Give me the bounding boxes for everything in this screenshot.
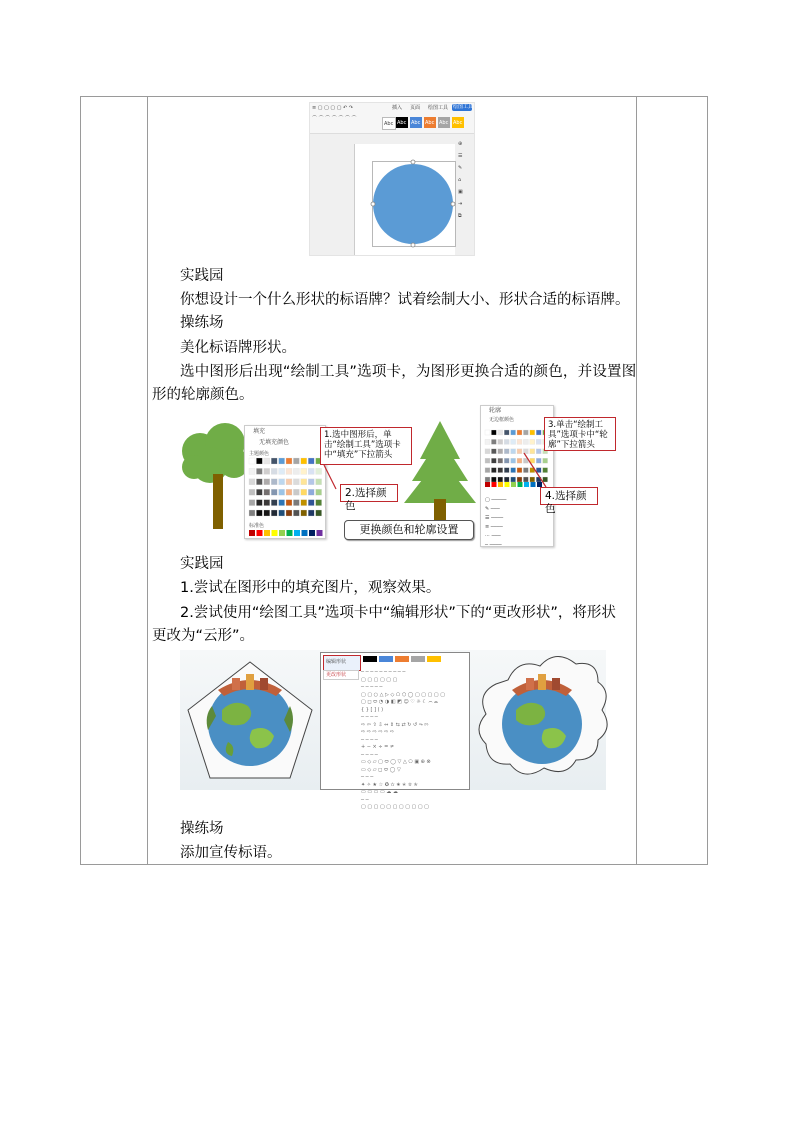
drill-task: 添加宣传标语。	[180, 845, 282, 861]
tab-page[interactable]: 页面	[410, 105, 421, 111]
column-divider-left	[147, 97, 148, 864]
color-swatch[interactable]	[249, 510, 255, 516]
color-swatch[interactable]	[485, 468, 490, 473]
round-tree-illustration	[180, 419, 252, 531]
heading-practice-1: 实践园	[180, 268, 224, 284]
heading-drill-1: 操练场	[180, 315, 224, 331]
color-swatch[interactable]	[511, 458, 516, 463]
color-swatch[interactable]	[316, 510, 322, 516]
color-swatch[interactable]	[504, 439, 509, 444]
column-divider-right	[636, 97, 637, 864]
practice-question: 你想设计一个什么形状的标语牌？试着绘制大小、形状合适的标语牌。	[180, 292, 630, 308]
cloud-earth	[478, 650, 606, 790]
color-swatch[interactable]	[517, 430, 522, 435]
style-strip	[363, 655, 467, 665]
color-swatch[interactable]	[279, 500, 285, 506]
color-swatch[interactable]	[249, 468, 255, 474]
color-swatch[interactable]	[286, 500, 292, 506]
practice-item-2-line-2: 更改为“云形”。	[152, 628, 255, 644]
color-swatch[interactable]	[286, 458, 292, 464]
change-shape-item[interactable]: 更改形状	[323, 670, 359, 680]
screenshot-change-shape	[180, 650, 606, 810]
shape-grid[interactable]: ─ ─ ─ ─ ─ ─ ─ ─ ─ ─ ▢ ▢ ▢ ▢ ▢ ▢ ─ ─ ─ ─ ─ ▢ ▢ ○ △ ▷ ◇ ⬠ ⬡ ◯ ▢ ▢ ▢ ▢ ▢ ▢ ◻ ⬭ ◔ ◑ ◧ ◩ ☺ ♡ ☼ ☾ ⌒ ⌓ { } [ ] ( ) ─ ─ ─ ─ ⇨ ⇦ ⇧ ⇩ ⇔ ⇕ ⇆ ⇄ ↻ ↺ ⤳ ⇰ ⇨ ⇨ ⇨ ⇨ ⇨ ⇨ ─ ─ ─ ─ + − × ÷ = ≠ ─ ─ ─ ─ ▭ ◇ ▱ ▢ ⬭ ◯ ▽ △ ⬠ ▣ ⊕ ⊗ ▭ ◇ ▱ ◻ ⬭ ◯ ▽ ─ ─ ─ ✦ ✧ ★ ☆ ✪ ✫ ✬ ✭ ✮ ✯ ▭ ▭ ▭ ▭ ☁ ☁ ─ ─ ▢ ▢ ▢ ▢ ▢ ▢ ▢ ▢ ▢ ▢ ▢	[361, 669, 445, 810]
screenshot-fill-outline	[180, 405, 614, 548]
color-swatch[interactable]	[308, 468, 314, 474]
heading-practice-2: 实践园	[180, 556, 224, 572]
outline-more-options[interactable]: ▢ ───── ✎ ─── ☰ ──── ≡ ──── ⋯ ─── ─ ────	[485, 497, 507, 548]
color-swatch[interactable]	[293, 510, 299, 516]
color-swatch[interactable]	[271, 510, 277, 516]
color-swatch[interactable]	[301, 500, 307, 506]
color-swatch[interactable]	[504, 468, 509, 473]
color-swatch[interactable]	[286, 479, 292, 485]
style-swatch-gray[interactable]: Abc	[438, 117, 450, 128]
style-swatch-white[interactable]: Abc	[382, 117, 396, 130]
color-swatch[interactable]	[523, 439, 528, 444]
color-swatch[interactable]	[491, 439, 496, 444]
color-swatch[interactable]	[279, 458, 285, 464]
color-swatch[interactable]	[279, 468, 285, 474]
color-swatch[interactable]	[271, 458, 277, 464]
color-swatch[interactable]	[491, 430, 496, 435]
color-swatch[interactable]	[293, 458, 299, 464]
heading-drill-2: 操练场	[180, 821, 224, 837]
color-swatch[interactable]	[308, 510, 314, 516]
practice-item-2-line-1: 2.尝试使用“绘图工具”选项卡中“编辑形状”下的“更改形状”，将形状	[180, 605, 616, 621]
color-swatch[interactable]	[271, 468, 277, 474]
color-swatch[interactable]	[491, 468, 496, 473]
theme-colors-label: 主题颜色	[249, 451, 270, 457]
callout-arrow-4	[520, 451, 550, 491]
color-swatch[interactable]	[249, 458, 255, 464]
color-swatch[interactable]	[279, 510, 285, 516]
color-swatch[interactable]	[286, 489, 292, 495]
color-swatch[interactable]	[293, 468, 299, 474]
color-swatch[interactable]	[485, 439, 490, 444]
fill-color-panel	[244, 425, 326, 539]
color-swatch[interactable]	[485, 430, 490, 435]
color-swatch[interactable]	[504, 430, 509, 435]
color-swatch[interactable]	[498, 449, 503, 454]
outline-menu-label[interactable]: 轮廓	[489, 407, 502, 414]
color-swatch[interactable]	[485, 458, 490, 463]
color-swatch[interactable]	[498, 458, 503, 463]
tab-insert[interactable]: 插入	[392, 105, 403, 111]
caption-box: 更换颜色和轮廓设置	[344, 520, 474, 540]
color-swatch[interactable]	[523, 430, 528, 435]
color-swatch[interactable]	[498, 468, 503, 473]
callout-step-1: 1.选中图形后，单击“绘制工具”选项卡中“填充”下拉箭头	[320, 427, 412, 465]
color-swatch[interactable]	[256, 458, 262, 464]
color-swatch[interactable]	[256, 489, 262, 495]
color-swatch[interactable]	[256, 468, 262, 474]
color-swatch[interactable]	[517, 439, 522, 444]
color-swatch[interactable]	[536, 439, 541, 444]
color-swatch[interactable]	[264, 468, 270, 474]
color-swatch[interactable]	[279, 489, 285, 495]
screenshot-drawing-tools	[309, 102, 475, 256]
shape-tools-icons: ⌒ ⌒ ⌒ ⌒ ⌒ ⌒ ⌒	[312, 116, 357, 122]
callout-step-3: 3.单击“绘制工具”选项卡中“轮廓”下拉箭头	[544, 417, 616, 451]
color-swatch[interactable]	[504, 458, 509, 463]
practice-item-1: 1.尝试在图形中的填充图片，观察效果。	[180, 580, 441, 596]
fill-menu-label[interactable]: 填充	[253, 428, 266, 435]
color-swatch[interactable]	[511, 430, 516, 435]
canvas-area	[310, 134, 474, 255]
color-swatch[interactable]	[293, 500, 299, 506]
standard-colors-label: 标准色	[249, 523, 265, 529]
style-swatch-blue[interactable]: Abc	[410, 117, 422, 128]
color-swatch[interactable]	[264, 510, 270, 516]
style-swatch-yellow[interactable]: Abc	[452, 117, 464, 128]
color-swatch[interactable]	[286, 510, 292, 516]
no-outline-option[interactable]: 无边框颜色	[489, 417, 515, 423]
ribbon-menu-icons: ≡ ▢ ▢ ▢ ▢ ↶ ↷	[312, 105, 354, 111]
color-swatch[interactable]	[256, 500, 262, 506]
color-swatch[interactable]	[491, 458, 496, 463]
callout-step-2: 2.选择颜色	[340, 484, 398, 502]
color-swatch[interactable]	[308, 489, 314, 495]
edit-shape-menu[interactable]: 编辑形状	[323, 655, 361, 671]
side-toolbar: ⊕ ☰ ✎ ⌂ ▣ ⇥ ⧉	[458, 141, 463, 219]
instruction-line-1: 选中图形后出现“绘制工具”选项卡，为图形更换合适的颜色，并设置图	[180, 364, 637, 380]
no-fill-option[interactable]: 无填充颜色	[259, 439, 290, 446]
blue-circle-shape[interactable]	[370, 159, 458, 249]
color-swatch[interactable]	[271, 489, 277, 495]
pine-tree-illustration	[400, 419, 480, 529]
color-swatch[interactable]	[511, 468, 516, 473]
color-swatch[interactable]	[530, 439, 535, 444]
color-swatch[interactable]	[316, 500, 322, 506]
callout-arrow-2	[320, 463, 340, 493]
color-swatch[interactable]	[485, 449, 490, 454]
tab-drawing-tools-active[interactable]: 绘图工具	[453, 104, 474, 110]
color-swatch[interactable]	[279, 479, 285, 485]
color-swatch[interactable]	[264, 500, 270, 506]
color-swatch[interactable]	[301, 479, 307, 485]
color-swatch[interactable]	[301, 489, 307, 495]
tab-drawing-tools[interactable]: 绘图工具	[428, 105, 449, 111]
color-swatch[interactable]	[256, 479, 262, 485]
style-swatch-orange[interactable]: Abc	[424, 117, 436, 128]
color-swatch[interactable]	[536, 430, 541, 435]
instruction-line-2: 形的轮廓颜色。	[152, 387, 254, 403]
theme-color-grid[interactable]	[249, 458, 323, 524]
color-swatch[interactable]	[256, 510, 262, 516]
color-swatch[interactable]	[308, 458, 314, 464]
color-swatch[interactable]	[264, 479, 270, 485]
shape-gallery-panel	[320, 652, 470, 810]
color-swatch[interactable]	[249, 479, 255, 485]
color-swatch[interactable]	[271, 479, 277, 485]
color-swatch[interactable]	[301, 458, 307, 464]
color-swatch[interactable]	[308, 479, 314, 485]
callout-step-4: 4.选择颜色	[540, 487, 598, 505]
color-swatch[interactable]	[511, 449, 516, 454]
color-swatch[interactable]	[249, 500, 255, 506]
drill-subtitle: 美化标语牌形状。	[180, 340, 296, 356]
color-swatch[interactable]	[264, 458, 270, 464]
standard-color-row[interactable]	[249, 530, 323, 537]
color-swatch[interactable]	[308, 500, 314, 506]
color-swatch[interactable]	[511, 439, 516, 444]
color-swatch[interactable]	[249, 489, 255, 495]
color-swatch[interactable]	[293, 489, 299, 495]
color-swatch[interactable]	[498, 439, 503, 444]
pentagon-earth	[180, 650, 320, 790]
color-swatch[interactable]	[271, 500, 277, 506]
color-swatch[interactable]	[301, 468, 307, 474]
color-swatch[interactable]	[301, 510, 307, 516]
color-swatch[interactable]	[264, 489, 270, 495]
color-swatch[interactable]	[286, 468, 292, 474]
ribbon-toolbar	[310, 103, 474, 134]
color-swatch[interactable]	[491, 449, 496, 454]
color-swatch[interactable]	[293, 479, 299, 485]
color-swatch[interactable]	[498, 430, 503, 435]
style-swatch-black[interactable]: Abc	[396, 117, 408, 128]
color-swatch[interactable]	[530, 430, 535, 435]
color-swatch[interactable]	[504, 449, 509, 454]
